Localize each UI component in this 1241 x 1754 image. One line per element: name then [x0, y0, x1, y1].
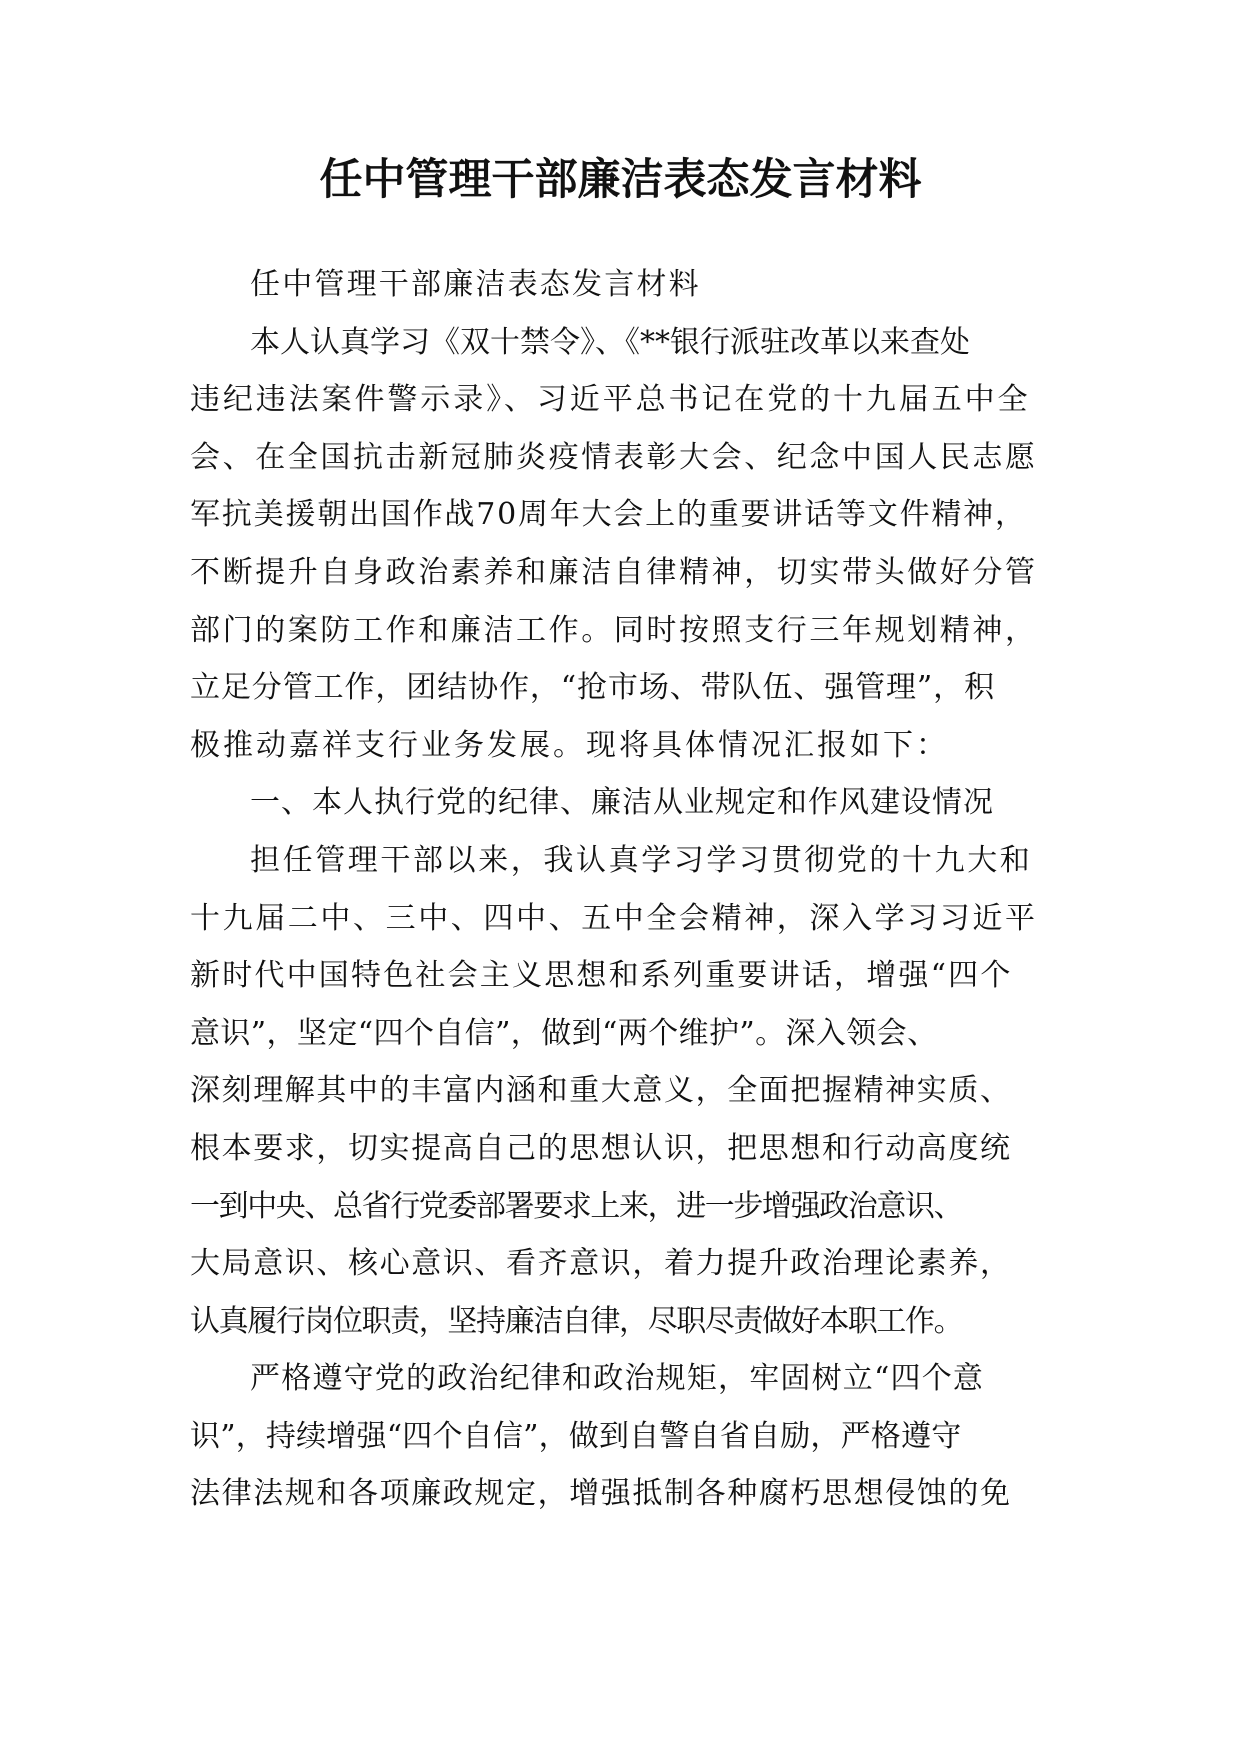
text-line: 任中管理干部廉洁表态发言材料 — [250, 267, 701, 302]
text-line: 立足分管工作，团结协作，“抢市场、带队伍、强管理”，积 — [190, 670, 995, 706]
text-line: 部门的案防工作和廉洁工作。同时按照支行三年规划精神， — [190, 612, 1038, 648]
text-line: 根本要求，切实提高自己的思想认识，把思想和行动高度统 — [190, 1130, 1012, 1166]
text-line: 严格遵守党的政治纪律和政治规矩，牢固树立“四个意 — [250, 1361, 985, 1397]
text-line: 会、在全国抗击新冠肺炎疫情表彰大会、纪念中国人民志愿 — [190, 439, 1038, 475]
text-line: 意识”，坚定“四个自信”，做到“两个维护”。深入领会、 — [190, 1015, 938, 1051]
text-line: 认真履行岗位职责，坚持廉洁自律，尽职尽责做好本职工作。 — [190, 1303, 963, 1339]
text-line: 不断提升自身政治素养和廉洁自律精神，切实带头做好分管 — [190, 554, 1038, 590]
text-line: 担任管理干部以来，我认真学习学习贯彻党的十九大和 — [250, 842, 1033, 878]
text-line: 十九届二中、三中、四中、五中全会精神，深入学习习近平 — [190, 900, 1038, 936]
text-line: 极推动嘉祥支行业务发展。现将具体情况汇报如下： — [190, 727, 949, 763]
text-line: 大局意识、核心意识、看齐意识，着力提升政治理论素养， — [190, 1246, 1012, 1282]
text-line: 本人认真学习《双十禁令》、《**银行派驻改革以来查处 — [250, 324, 970, 360]
text-line: 识”，持续增强“四个自信”，做到自警自省自励，严格遵守 — [190, 1418, 962, 1454]
document-title: 任中管理干部廉洁表态发言材料 — [319, 155, 922, 205]
text-line: 军抗美援朝出国作战70周年大会上的重要讲话等文件精神， — [190, 497, 1027, 533]
text-line: 一、本人执行党的纪律、廉洁从业规定和作风建设情况 — [250, 785, 994, 821]
text-line: 深刻理解其中的丰富内涵和重大意义，全面把握精神实质、 — [190, 1073, 1012, 1109]
text-line: 新时代中国特色社会主义思想和系列重要讲话，增强“四个 — [190, 958, 1013, 994]
text-line: 法律法规和各项廉政规定，增强抵制各种腐朽思想侵蚀的免 — [190, 1476, 1012, 1512]
document-body — [190, 256, 1060, 1523]
text-line: 一到中央、总省行党委部署要求上来，进一步增强政治意识、 — [190, 1188, 963, 1224]
text-line: 违纪违法案件警示录》、习近平总书记在党的十九届五中全 — [190, 382, 1031, 418]
